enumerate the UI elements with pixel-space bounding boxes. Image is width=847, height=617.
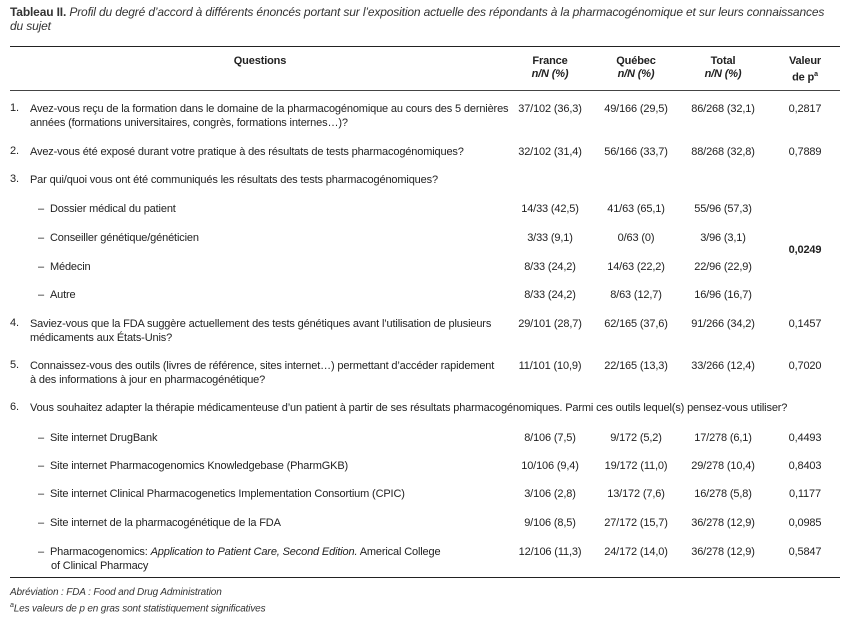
dash: – (38, 546, 44, 558)
header-france-nn: n/N (%) (531, 68, 569, 80)
cell-total: 55/96 (57,3) (694, 203, 752, 215)
header-total (680, 55, 766, 81)
cell-pvalue: 0,4493 (788, 432, 822, 444)
row-question-line2: médicaments aux États-Unis? (30, 332, 173, 344)
subrow-text: Conseiller génétique/généticien (49, 232, 199, 244)
cell-france: 37/102 (36,3) (518, 103, 582, 115)
subrow-label (38, 516, 518, 530)
cell-total: 3/96 (3,1) (700, 232, 746, 244)
caption-label: Tableau II. (10, 5, 67, 19)
cell-quebec: 24/172 (14,0) (604, 546, 668, 558)
row-question-line1: Saviez-vous que la FDA suggère actuellement des tests génétiques avant l’utilisation de plusieurs (30, 318, 492, 330)
subrow-label (38, 487, 518, 501)
row-question-line2: à des informations à jour en pharmacogénétique? (30, 374, 266, 386)
cell-france: 32/102 (31,4) (518, 146, 582, 158)
cell-total: 22/96 (22,9) (694, 261, 752, 273)
cell-quebec: 0/63 (0) (617, 232, 655, 244)
cell-pvalue: 0,1457 (788, 318, 822, 330)
header-total-nn: n/N (%) (704, 68, 742, 80)
row-number: 5. (10, 359, 19, 371)
subrow-label (38, 459, 518, 473)
subrow-label (38, 260, 518, 274)
cell-total: 91/266 (34,2) (691, 318, 755, 330)
row-question-line1: Connaissez-vous des outils (livres de référence, sites internet…) permettant d’accéder rapidement (30, 360, 495, 372)
row-question-line2: années (formations universitaires, congrès, formations internes…)? (30, 117, 348, 129)
cell-total: 33/266 (12,4) (691, 360, 755, 372)
cell-france: 12/106 (11,3) (518, 546, 582, 558)
dash: – (38, 460, 44, 472)
dash: – (38, 232, 44, 244)
cell-quebec: 14/63 (22,2) (607, 261, 665, 273)
subrow-text: Site internet de la pharmacogénétique de la FDA (49, 517, 281, 529)
row-number: 6. (10, 401, 19, 413)
row-number: 1. (10, 102, 19, 114)
cell-pvalue: 0,8403 (788, 460, 822, 472)
dash: – (38, 488, 44, 500)
subrow-text: Médecin (49, 261, 91, 273)
dash: – (38, 517, 44, 529)
subrow-text-line2: of Clinical Pharmacy (51, 560, 149, 572)
cell-france: 11/101 (10,9) (518, 360, 582, 372)
subrow-label (38, 431, 518, 445)
subrow-label (38, 545, 518, 573)
cell-quebec: 22/165 (13,3) (604, 360, 668, 372)
subrow-text-italic: Application to Patient Care, Second Edition. (150, 546, 358, 558)
cell-total: 88/268 (32,8) (691, 146, 755, 158)
row-question (30, 102, 510, 130)
caption-text: Profil du degré d’accord à différents énoncés portant sur l’exposition actuelle des répondants à la pharmacogénomique et sur leurs connaissances du sujet (10, 5, 825, 33)
dash: – (38, 261, 44, 273)
cell-pvalue: 0,2817 (788, 103, 822, 115)
header-pvalue-dep: de p (792, 71, 815, 84)
cell-pvalue: 0,0985 (788, 517, 822, 529)
dash: – (38, 289, 44, 301)
row-question: Par qui/quoi vous ont été communiqués les résultats des tests pharmacogénomiques? (30, 174, 438, 186)
row-number: 2. (10, 145, 19, 157)
cell-france: 8/106 (7,5) (524, 432, 576, 444)
cell-france: 8/33 (24,2) (524, 261, 576, 273)
subrow-text-post: Americal College (357, 546, 441, 558)
row-question (30, 317, 510, 345)
cell-quebec: 13/172 (7,6) (607, 488, 665, 500)
cell-france: 9/106 (8,5) (524, 517, 576, 529)
subrow-text: Dossier médical du patient (49, 203, 176, 215)
dash: – (38, 203, 44, 215)
subrow-text-pre: Pharmacogenomics: (49, 546, 151, 558)
cell-quebec: 9/172 (5,2) (610, 432, 662, 444)
cell-quebec: 27/172 (15,7) (604, 517, 668, 529)
cell-quebec: 41/63 (65,1) (607, 203, 665, 215)
subrow-text: Site internet DrugBank (49, 432, 158, 444)
bottom-rule (10, 577, 840, 578)
cell-france: 3/106 (2,8) (524, 488, 576, 500)
header-pvalue (770, 55, 840, 85)
row-question (30, 359, 510, 387)
row-number: 4. (10, 317, 19, 329)
cell-quebec: 56/166 (33,7) (604, 146, 668, 158)
cell-pvalue: 0,7889 (788, 146, 822, 158)
cell-quebec: 19/172 (11,0) (604, 460, 668, 472)
cell-total: 86/268 (32,1) (691, 103, 755, 115)
table-caption (10, 5, 840, 33)
footnote-sup: a (10, 602, 14, 609)
footnote-significance (10, 600, 265, 615)
header-pvalue-sup: a (814, 71, 818, 78)
dash: – (38, 432, 44, 444)
header-rule (10, 90, 840, 91)
header-questions: Questions (233, 55, 287, 67)
subrow-text: Site internet Clinical Pharmacogenetics Implementation Consortium (CPIC) (49, 488, 405, 500)
header-france (510, 55, 590, 81)
cell-total: 16/96 (16,7) (694, 289, 752, 301)
top-rule (10, 46, 840, 47)
header-quebec-label: Québec (616, 55, 656, 67)
cell-quebec: 49/166 (29,5) (604, 103, 668, 115)
cell-pvalue-merged: 0,0249 (788, 244, 822, 256)
header-pvalue-label: Valeur (788, 55, 822, 67)
cell-total: 17/278 (6,1) (694, 432, 752, 444)
cell-pvalue: 0,1177 (789, 488, 821, 500)
cell-france: 14/33 (42,5) (521, 203, 579, 215)
cell-pvalue: 0,7020 (788, 360, 822, 372)
header-quebec-nn: n/N (%) (617, 68, 655, 80)
subrow-label (38, 231, 518, 245)
cell-quebec: 8/63 (12,7) (610, 289, 662, 301)
header-pvalue-sub (770, 68, 840, 85)
row-question: Avez-vous été exposé durant votre pratique à des résultats de tests pharmacogénomiques? (30, 146, 464, 158)
header-quebec (594, 55, 678, 81)
footnote-text: Les valeurs de p en gras sont statistiquement significatives (13, 603, 266, 615)
subrow-label (38, 288, 518, 302)
cell-total: 36/278 (12,9) (691, 517, 755, 529)
cell-france: 8/33 (24,2) (524, 289, 576, 301)
cell-france: 10/106 (9,4) (521, 460, 579, 472)
header-total-label: Total (710, 55, 736, 67)
cell-total: 16/278 (5,8) (694, 488, 752, 500)
footnote-abbreviation: Abréviation : FDA : Food and Drug Administration (10, 587, 222, 598)
cell-france: 3/33 (9,1) (527, 232, 573, 244)
header-france-label: France (532, 55, 568, 67)
row-number: 3. (10, 173, 19, 185)
cell-france: 29/101 (28,7) (518, 318, 582, 330)
cell-total: 36/278 (12,9) (691, 546, 755, 558)
row-question-line1: Avez-vous reçu de la formation dans le domaine de la pharmacogénomique au cours des 5 dernières (30, 103, 509, 115)
subrow-text: Site internet Pharmacogenomics Knowledgebase (PharmGKB) (49, 460, 349, 472)
row-question: Vous souhaitez adapter la thérapie médicamenteuse d’un patient à partir de ses résultats pharmacogénomiques. Parmi ces outils lequel(s) pensez-vous utiliser? (30, 402, 788, 414)
cell-quebec: 62/165 (37,6) (604, 318, 668, 330)
cell-pvalue: 0,5847 (788, 546, 822, 558)
subrow-text: Autre (49, 289, 76, 301)
cell-total: 29/278 (10,4) (691, 460, 755, 472)
subrow-label (38, 202, 518, 216)
